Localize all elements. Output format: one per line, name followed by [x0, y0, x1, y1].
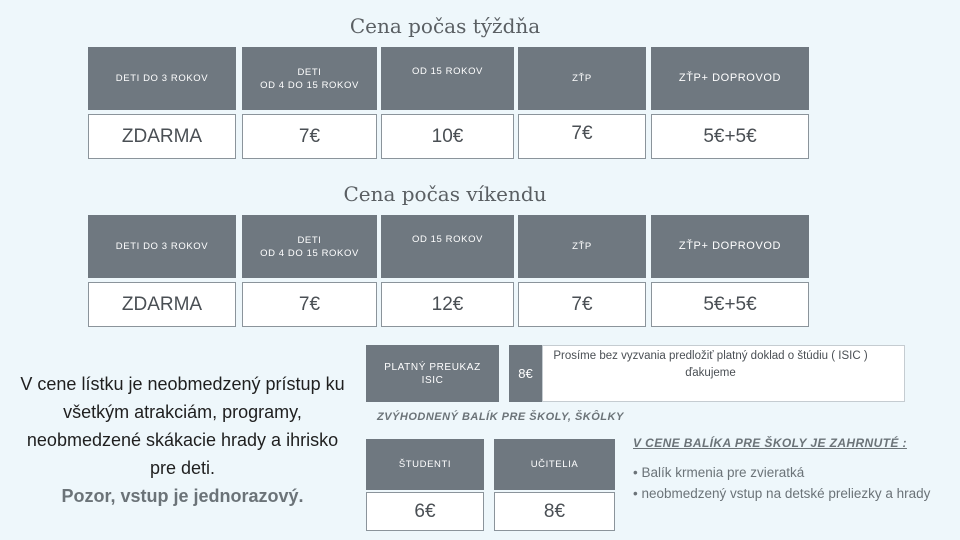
- school-header-students: ŠTUDENTI: [366, 439, 484, 490]
- weekend-price-ztp-escort: 5€+5€: [651, 282, 809, 327]
- weekday-header-over-15: OD 15 ROKOV: [381, 47, 514, 110]
- isic-note: [542, 345, 905, 402]
- school-price-students: 6€: [366, 492, 484, 531]
- weekend-price-kids-under-3: ZDARMA: [88, 282, 236, 327]
- weekday-header-kids-under-3: DETI DO 3 ROKOV: [88, 47, 236, 110]
- weekend-header-over-15: OD 15 ROKOV: [381, 215, 514, 278]
- ticket-info-warning: Pozor, vstup je jednorazový.: [61, 486, 304, 506]
- weekday-price-ztp: 7€: [518, 114, 646, 159]
- weekday-header-ztp: ZŤP: [518, 47, 646, 110]
- school-price-teachers: 8€: [494, 492, 615, 531]
- school-header-teachers: UČITELIA: [494, 439, 615, 490]
- weekday-title: Cena počas týždňa: [349, 14, 541, 38]
- weekday-price-kids-4-15: 7€: [242, 114, 377, 159]
- weekend-price-over-15: 12€: [381, 282, 514, 327]
- ticket-info: [20, 370, 345, 510]
- school-package-includes-list: [633, 462, 943, 504]
- weekend-price-kids-4-15: 7€: [242, 282, 377, 327]
- list-item: • Balík krmenia pre zvieratká: [633, 465, 805, 480]
- isic-note-thanks: ďakujeme: [685, 367, 736, 379]
- weekend-header-ztp: ZŤP: [518, 215, 646, 278]
- weekend-header-ztp-escort: ZŤP+ DOPROVOD: [651, 215, 809, 278]
- school-package-title: ZVÝHODNENÝ BALÍK PRE ŠKOLY, ŠKÔLKY: [377, 411, 624, 423]
- weekday-header-ztp-escort: ZŤP+ DOPROVOD: [651, 47, 809, 110]
- weekday-price-kids-under-3: ZDARMA: [88, 114, 236, 159]
- isic-label: PLATNÝ PREUKAZ ISIC: [366, 345, 499, 402]
- weekday-header-kids-4-15: DETI OD 4 DO 15 ROKOV: [242, 47, 377, 110]
- isic-note-text: Prosíme bez vyzvania predložiť platný doklad o štúdiu ( ISIC ): [553, 350, 868, 362]
- weekend-header-kids-under-3: DETI DO 3 ROKOV: [88, 215, 236, 278]
- weekday-price-ztp-escort: 5€+5€: [651, 114, 809, 159]
- isic-price: 8€: [509, 345, 542, 402]
- weekend-title: Cena počas víkendu: [343, 182, 547, 206]
- school-package-includes-title: V CENE BALÍKA PRE ŠKOLY JE ZAHRNUTÉ :: [633, 436, 907, 450]
- ticket-info-text: V cene lístku je neobmedzený prístup ku všetkým atrakciám, programy, neobmedzené skákacie hrady a ihrisko pre deti.: [20, 374, 345, 478]
- weekend-price-ztp: 7€: [518, 282, 646, 327]
- weekend-header-kids-4-15: DETI OD 4 DO 15 ROKOV: [242, 215, 377, 278]
- weekday-price-over-15: 10€: [381, 114, 514, 159]
- list-item: • neobmedzený vstup na detské preliezky a hrady: [633, 486, 931, 501]
